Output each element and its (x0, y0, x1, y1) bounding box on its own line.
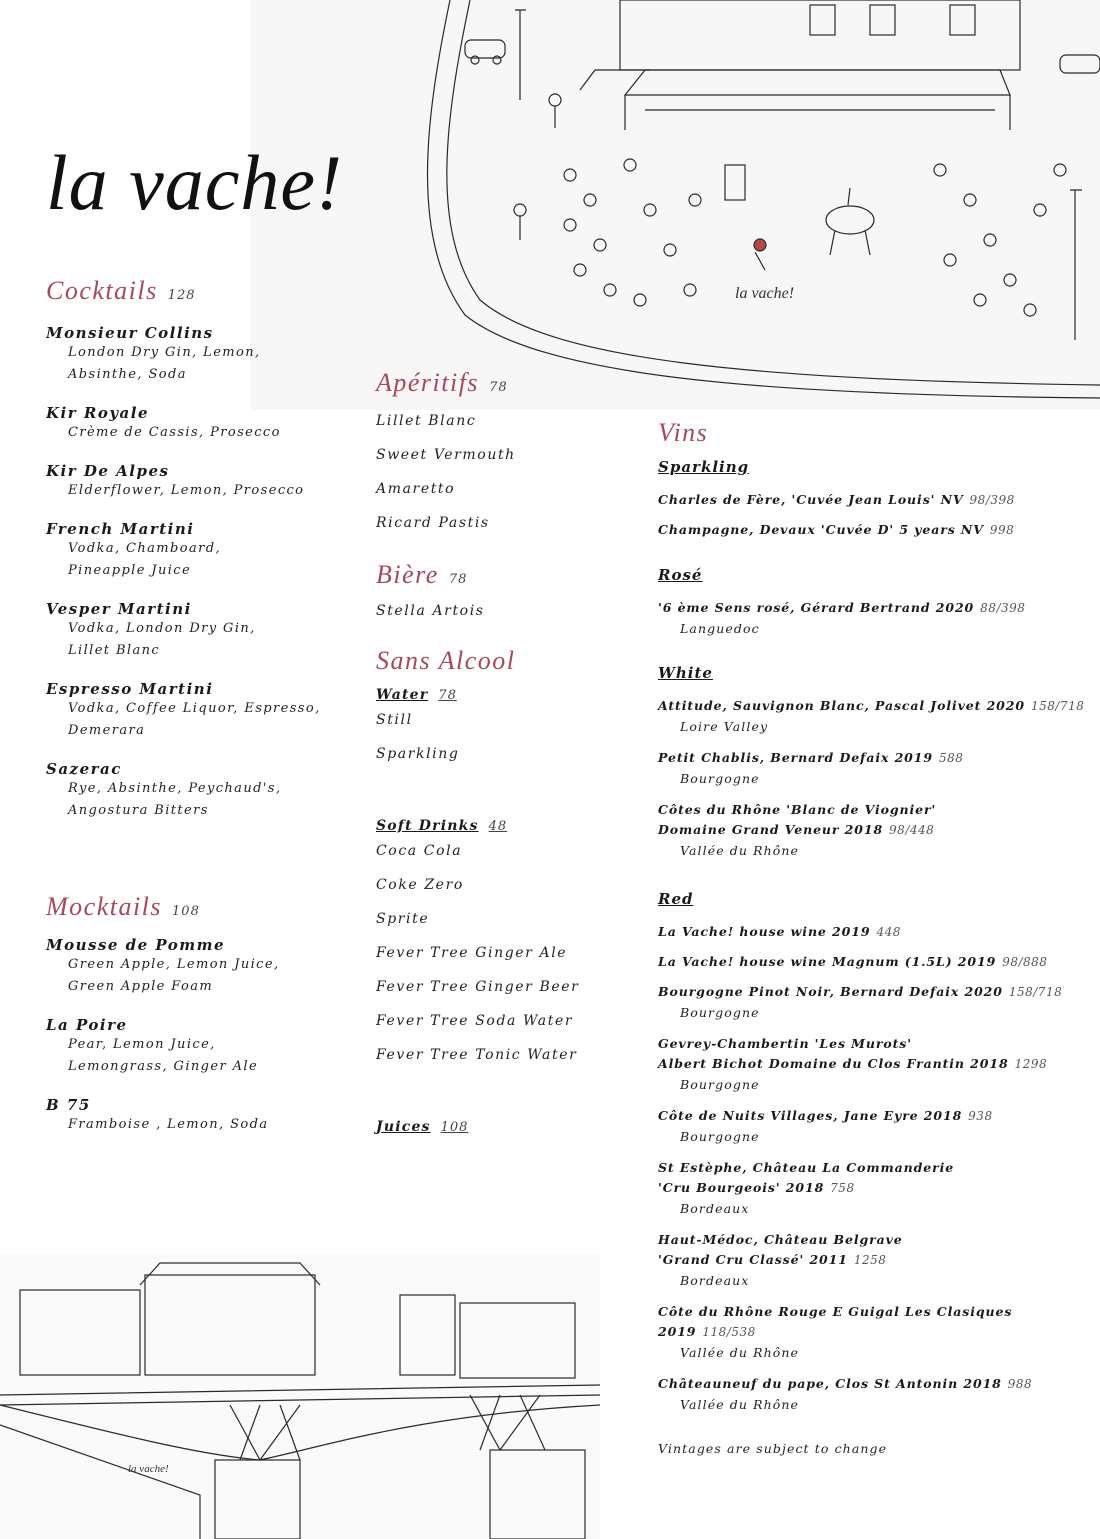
mocktail-item (46, 1096, 346, 1136)
wine-item (658, 1034, 1088, 1096)
wine-name-line2: 'Grand Cru Classé' 2011 (658, 1252, 848, 1267)
cafe-illustration (250, 0, 1100, 410)
juices-label: Juices (376, 1119, 431, 1135)
logo: la vache! (46, 139, 344, 226)
wine-item (658, 598, 1088, 640)
wine-region: Vallée du Rhône (680, 1345, 800, 1360)
wine-item (658, 922, 1088, 942)
wine-name: La Vache! house wine 2019 (658, 924, 871, 939)
wine-name: Châteauneuf du pape, Clos St Antonin 2018 (658, 1376, 1002, 1391)
mocktail-desc: Pear, Lemon Juice, (68, 1037, 216, 1052)
cocktail-name: French Martini (46, 520, 195, 538)
soft-drink-item: Coke Zero (376, 877, 464, 893)
wine-region: Bordeaux (680, 1201, 750, 1216)
wine-name: Attitude, Sauvignon Blanc, Pascal Jolivet 2020 (658, 698, 1025, 713)
wine-price: 998 (989, 523, 1015, 537)
mocktail-name: La Poire (46, 1016, 128, 1034)
wine-price: 938 (968, 1109, 993, 1123)
wine-price: 98/888 (1002, 955, 1048, 969)
mocktail-item (46, 936, 346, 998)
sans-alcool-section (376, 646, 636, 1135)
sparkling-label: Sparkling (658, 458, 750, 476)
cocktails-title: Cocktails (46, 276, 158, 305)
wine-name: Haut-Médoc, Château Belgrave (658, 1232, 903, 1247)
soft-drink-item: Fever Tree Tonic Water (376, 1047, 578, 1063)
cocktail-desc: Vodka, London Dry Gin, (68, 621, 256, 636)
aperitifs-price: 78 (489, 380, 508, 395)
mocktail-item (46, 1016, 346, 1078)
soft-drink-item: Fever Tree Ginger Beer (376, 979, 580, 995)
biere-section (376, 560, 636, 628)
cocktail-desc: Pineapple Juice (68, 563, 192, 578)
wine-name: La Vache! house wine Magnum (1.5L) 2019 (658, 954, 997, 969)
aperitif-item: Lillet Blanc (376, 413, 477, 429)
wine-name: '6 ème Sens rosé, Gérard Bertrand 2020 (658, 600, 975, 615)
cocktail-desc: London Dry Gin, Lemon, (68, 345, 261, 360)
soft-drinks-price: 48 (488, 819, 508, 834)
wine-item (658, 490, 1088, 510)
water-price: 78 (438, 688, 457, 703)
mocktail-name: B 75 (46, 1096, 91, 1114)
biere-title: Bière (376, 560, 439, 589)
wine-price: 88/398 (980, 601, 1026, 615)
cocktail-name: Espresso Martini (46, 680, 214, 698)
water-item: Sparkling (376, 746, 460, 762)
wine-region: Bourgogne (680, 1005, 760, 1020)
mocktail-desc: Green Apple Foam (68, 979, 214, 994)
illustration-sign: la vache! (735, 285, 795, 302)
wine-price: 98/448 (889, 823, 935, 837)
wine-price: 158/718 (1008, 985, 1063, 999)
aperitif-item: Amaretto (376, 481, 456, 497)
wine-region: Bordeaux (680, 1273, 750, 1288)
wine-region: Bourgogne (680, 771, 760, 786)
wine-region: Bourgogne (680, 1077, 760, 1092)
wine-item (658, 1230, 1088, 1292)
soft-drink-item: Fever Tree Soda Water (376, 1013, 574, 1029)
wine-item (658, 1158, 1088, 1220)
sans-alcool-title: Sans Alcool (376, 646, 516, 675)
cocktail-desc: Vodka, Chamboard, (68, 541, 222, 556)
cocktails-price: 128 (167, 288, 196, 303)
cocktail-name: Monsieur Collins (46, 324, 214, 342)
mocktails-price: 108 (172, 904, 200, 919)
cocktail-item (46, 520, 346, 582)
cocktail-desc: Demerara (68, 723, 146, 738)
vintages-note: Vintages are subject to change (658, 1441, 888, 1456)
wine-name-line2: Domaine Grand Veneur 2018 (658, 822, 884, 837)
cocktail-desc: Vodka, Coffee Liquor, Espresso, (68, 701, 321, 716)
wine-name: Côte de Nuits Villages, Jane Eyre 2018 (658, 1108, 963, 1123)
water-label: Water (376, 687, 429, 703)
cocktail-desc: Crème de Cassis, Prosecco (68, 425, 281, 440)
wine-name-line2: Albert Bichot Domaine du Clos Frantin 2018 (658, 1056, 1009, 1071)
cocktail-desc: Rye, Absinthe, Peychaud's, (68, 781, 282, 796)
wine-item (658, 1302, 1088, 1364)
rose-label: Rosé (658, 566, 703, 584)
wine-item (658, 982, 1088, 1024)
aperitifs-title: Apéritifs (376, 368, 480, 397)
water-item: Still (376, 712, 413, 728)
wine-name: Côtes du Rhône 'Blanc de Viognier' (658, 802, 937, 817)
mocktail-desc: Framboise , Lemon, Soda (68, 1117, 269, 1132)
aperitif-item: Sweet Vermouth (376, 447, 516, 463)
soft-drink-item: Fever Tree Ginger Ale (376, 945, 568, 961)
bridge-sign: la vache! (128, 1463, 169, 1475)
wine-name: Côte du Rhône Rouge E Guigal Les Clasiques 2019 (658, 1304, 1013, 1339)
wine-item (658, 800, 1088, 862)
mocktail-desc: Green Apple, Lemon Juice, (68, 957, 280, 972)
wine-item (658, 520, 1088, 540)
cocktail-desc: Angostura Bitters (68, 803, 209, 818)
wine-price: 158/718 (1030, 699, 1085, 713)
wine-price: 98/398 (969, 493, 1015, 507)
mocktail-name: Mousse de Pomme (46, 936, 226, 954)
aperitifs-section (376, 368, 636, 540)
red-label: Red (658, 890, 694, 908)
cocktail-name: Kir Royale (46, 404, 150, 422)
wine-region: Vallée du Rhône (680, 843, 800, 858)
wine-name: Bourgogne Pinot Noir, Bernard Defaix 2020 (658, 984, 1003, 999)
wine-price: 1258 (853, 1253, 887, 1267)
wine-item (658, 952, 1088, 972)
wine-item (658, 696, 1088, 738)
cocktail-name: Vesper Martini (46, 600, 192, 618)
cocktail-desc: Elderflower, Lemon, Prosecco (68, 483, 305, 498)
cocktail-item (46, 462, 346, 502)
wine-price: 588 (938, 751, 964, 765)
cocktail-item (46, 680, 346, 742)
wine-item (658, 748, 1088, 790)
wine-name: Gevrey-Chambertin 'Les Murots' (658, 1036, 912, 1051)
cocktail-item (46, 404, 346, 444)
cocktail-item (46, 324, 346, 386)
juices-price: 108 (440, 1120, 469, 1135)
soft-drinks-label: Soft Drinks (376, 818, 479, 834)
biere-item: Stella Artois (376, 603, 485, 619)
cocktail-desc: Lillet Blanc (68, 643, 161, 658)
wine-item (658, 1374, 1088, 1416)
wine-region: Languedoc (680, 621, 760, 636)
wine-name: St Estèphe, Château La Commanderie (658, 1160, 955, 1175)
soft-drink-item: Sprite (376, 911, 430, 927)
wine-price: 118/538 (702, 1325, 756, 1339)
wine-item (658, 1106, 1088, 1148)
cocktail-name: Sazerac (46, 760, 122, 778)
mocktails-title: Mocktails (46, 892, 163, 921)
wine-name-line2: 'Cru Bourgeois' 2018 (658, 1180, 825, 1195)
cocktail-desc: Absinthe, Soda (68, 367, 187, 382)
cocktails-section (46, 276, 346, 840)
vins-title: Vins (658, 418, 709, 447)
soft-drink-item: Coca Cola (376, 843, 463, 859)
wine-price: 1298 (1014, 1057, 1048, 1071)
wine-name: Champagne, Devaux 'Cuvée D' 5 years NV (658, 522, 984, 537)
mocktails-section (46, 892, 346, 1154)
wine-region: Loire Valley (680, 719, 769, 734)
bridge-illustration (0, 1255, 600, 1539)
wine-region: Bourgogne (680, 1129, 760, 1144)
white-label: White (658, 664, 713, 682)
wine-price: 988 (1007, 1377, 1033, 1391)
cocktail-item (46, 760, 346, 822)
wine-name: Petit Chablis, Bernard Defaix 2019 (658, 750, 933, 765)
wine-price: 448 (876, 925, 901, 939)
wine-region: Vallée du Rhône (680, 1397, 800, 1412)
aperitif-item: Ricard Pastis (376, 515, 490, 531)
vins-section (658, 418, 1088, 1460)
wine-name: Charles de Fère, 'Cuvée Jean Louis' NV (658, 492, 964, 507)
mocktail-desc: Lemongrass, Ginger Ale (68, 1059, 259, 1074)
cocktail-item (46, 600, 346, 662)
wine-price: 758 (830, 1181, 855, 1195)
biere-price: 78 (448, 572, 468, 587)
cocktail-name: Kir De Alpes (46, 462, 170, 480)
